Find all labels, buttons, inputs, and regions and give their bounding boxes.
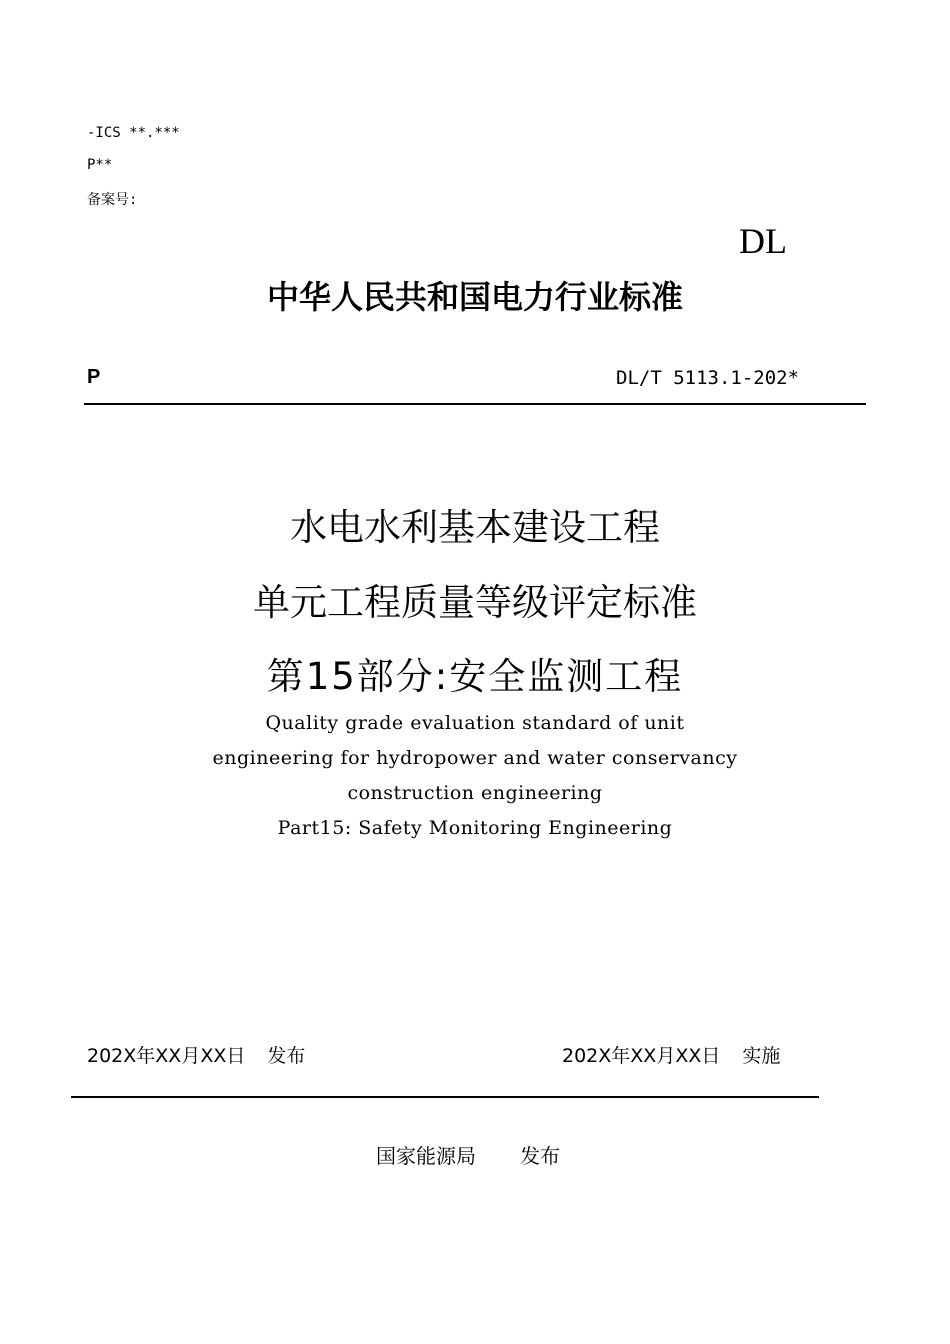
classification-code: P [87,366,101,388]
title-cn-line-1: 水电水利基本建设工程 [290,506,660,549]
publisher-line [376,1140,560,1169]
p-code: P** [87,157,113,173]
publisher-name: 国家能源局 [376,1144,476,1168]
filing-number-label: 备案号: [87,192,138,208]
title-en-line-2: engineering for hydropower and water conservancy [212,747,738,769]
issue-label: 发布 [267,1045,306,1067]
standard-category-title: 中华人民共和国电力行业标准 [266,278,683,316]
ics-code: -ICS **.*** [87,125,180,141]
issue-date: 202X年XX月XX日 [87,1045,246,1067]
title-cn-line-2: 单元工程质量等级评定标准 [253,581,697,624]
dl-mark: DL [739,221,787,261]
title-cn-line-3: 第15部分:安全监测工程 [266,655,684,698]
title-en-line-3: construction engineering [347,782,603,804]
title-en-line-1: Quality grade evaluation standard of unit [265,712,685,734]
bottom-divider [71,1096,819,1098]
standard-number: DL/T 5113.1-202* [616,367,800,389]
top-divider [84,403,866,405]
implement-date-line [562,1041,780,1068]
issue-date-line [87,1041,305,1068]
publisher-label: 发布 [520,1144,560,1168]
implement-date: 202X年XX月XX日 [562,1045,721,1067]
title-en-line-4: Part15: Safety Monitoring Engineering [277,817,673,839]
implement-label: 实施 [742,1045,781,1067]
